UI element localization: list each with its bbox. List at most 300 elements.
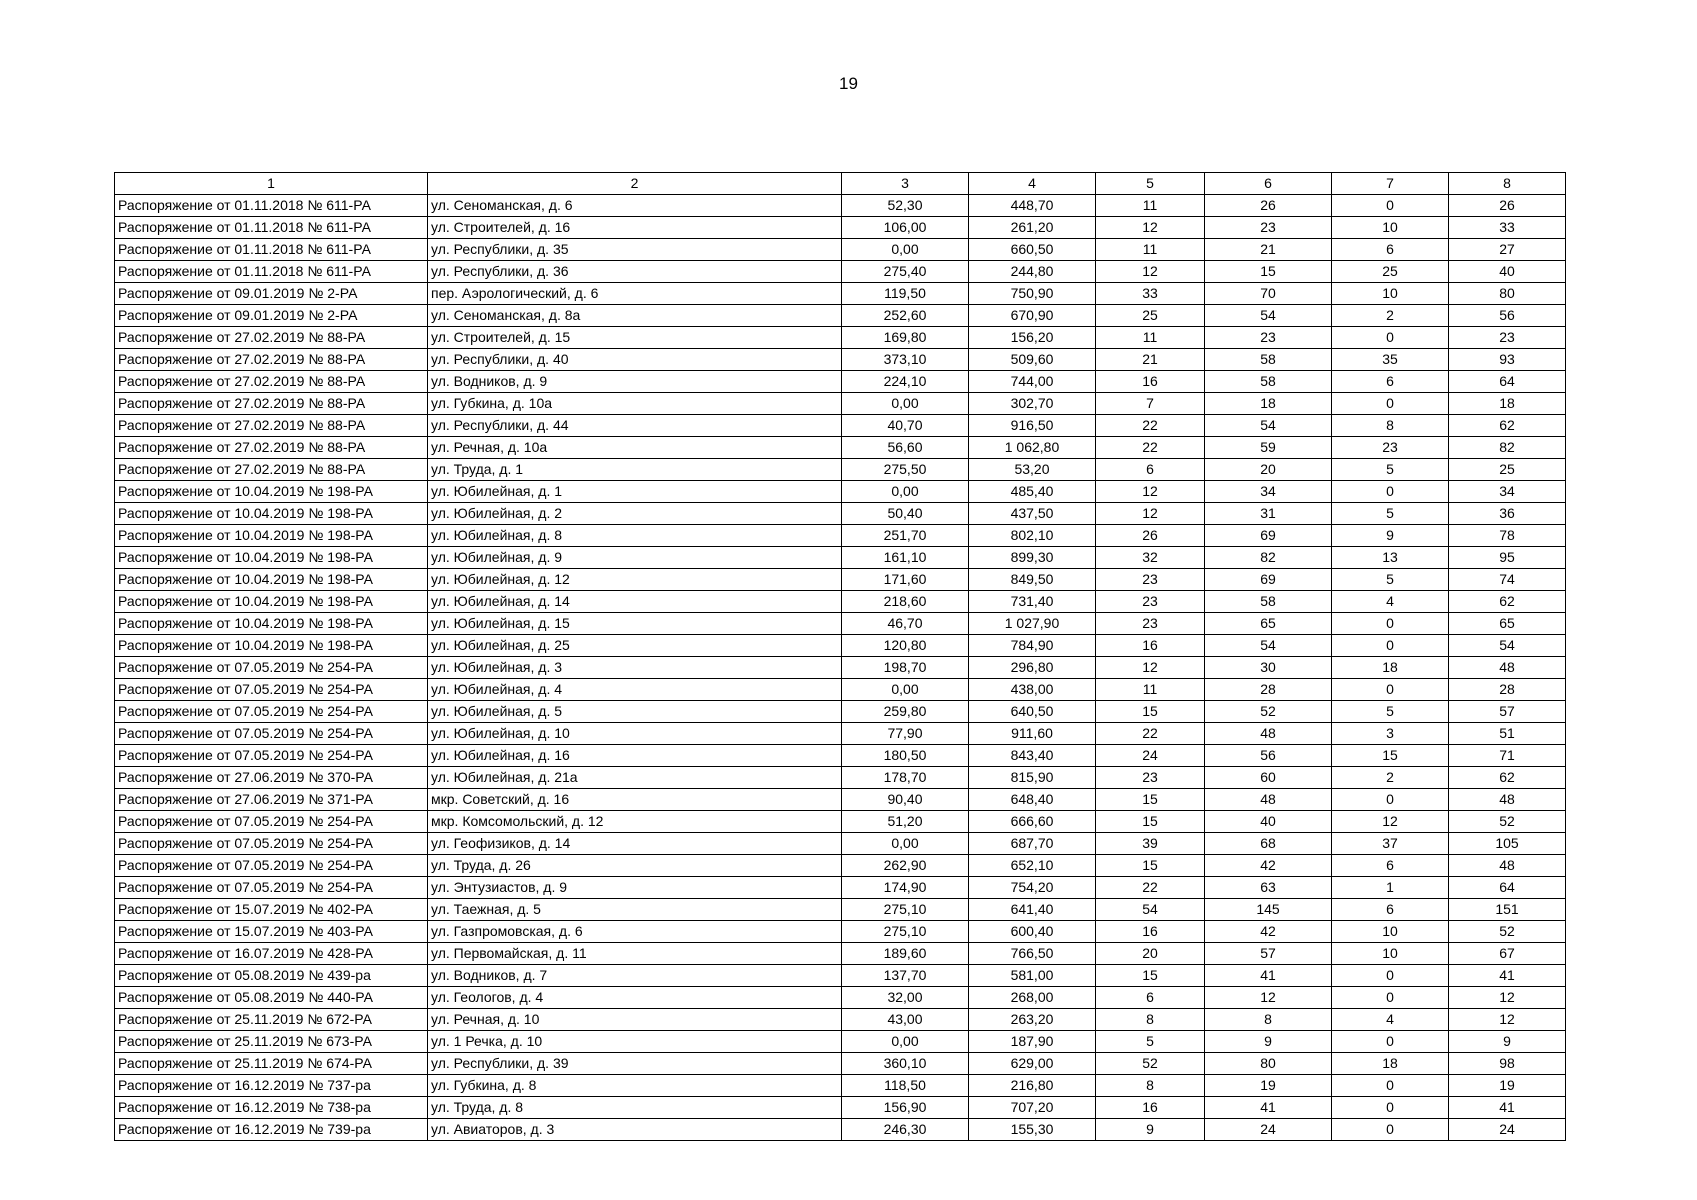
table-body xyxy=(115,195,1566,1141)
table-row xyxy=(115,261,1566,283)
value-cell-3: 32,00 xyxy=(842,987,969,1009)
document-cell: Распоряжение от 07.05.2019 № 254-РА xyxy=(115,679,428,701)
column-header: 5 xyxy=(1096,173,1205,195)
document-cell: Распоряжение от 09.01.2019 № 2-РА xyxy=(115,283,428,305)
value-cell-8: 48 xyxy=(1449,789,1566,811)
value-cell-5: 16 xyxy=(1096,371,1205,393)
value-cell-6: 21 xyxy=(1205,239,1332,261)
value-cell-5: 15 xyxy=(1096,855,1205,877)
value-cell-4: 437,50 xyxy=(969,503,1096,525)
value-cell-4: 802,10 xyxy=(969,525,1096,547)
value-cell-7: 9 xyxy=(1332,525,1449,547)
value-cell-3: 120,80 xyxy=(842,635,969,657)
value-cell-8: 78 xyxy=(1449,525,1566,547)
document-cell: Распоряжение от 27.06.2019 № 371-РА xyxy=(115,789,428,811)
value-cell-3: 46,70 xyxy=(842,613,969,635)
document-cell: Распоряжение от 07.05.2019 № 254-РА xyxy=(115,877,428,899)
address-cell: ул. Республики, д. 40 xyxy=(428,349,842,371)
value-cell-8: 18 xyxy=(1449,393,1566,415)
value-cell-3: 373,10 xyxy=(842,349,969,371)
address-cell: ул. Губкина, д. 8 xyxy=(428,1075,842,1097)
address-cell: ул. Речная, д. 10 xyxy=(428,1009,842,1031)
value-cell-6: 54 xyxy=(1205,305,1332,327)
document-cell: Распоряжение от 07.05.2019 № 254-РА xyxy=(115,701,428,723)
value-cell-7: 3 xyxy=(1332,723,1449,745)
value-cell-5: 15 xyxy=(1096,701,1205,723)
value-cell-6: 23 xyxy=(1205,327,1332,349)
document-cell: Распоряжение от 27.02.2019 № 88-РА xyxy=(115,393,428,415)
value-cell-3: 180,50 xyxy=(842,745,969,767)
value-cell-6: 20 xyxy=(1205,459,1332,481)
value-cell-3: 156,90 xyxy=(842,1097,969,1119)
value-cell-4: 581,00 xyxy=(969,965,1096,987)
value-cell-7: 8 xyxy=(1332,415,1449,437)
document-cell: Распоряжение от 01.11.2018 № 611-РА xyxy=(115,217,428,239)
document-cell: Распоряжение от 25.11.2019 № 674-РА xyxy=(115,1053,428,1075)
value-cell-4: 216,80 xyxy=(969,1075,1096,1097)
value-cell-7: 0 xyxy=(1332,195,1449,217)
value-cell-5: 22 xyxy=(1096,877,1205,899)
value-cell-5: 23 xyxy=(1096,613,1205,635)
value-cell-8: 41 xyxy=(1449,965,1566,987)
value-cell-3: 0,00 xyxy=(842,1031,969,1053)
value-cell-5: 52 xyxy=(1096,1053,1205,1075)
value-cell-5: 11 xyxy=(1096,239,1205,261)
value-cell-3: 246,30 xyxy=(842,1119,969,1141)
document-cell: Распоряжение от 07.05.2019 № 254-РА xyxy=(115,723,428,745)
value-cell-6: 145 xyxy=(1205,899,1332,921)
value-cell-5: 5 xyxy=(1096,1031,1205,1053)
value-cell-4: 660,50 xyxy=(969,239,1096,261)
header-row xyxy=(115,173,1566,195)
value-cell-5: 22 xyxy=(1096,437,1205,459)
value-cell-7: 0 xyxy=(1332,965,1449,987)
value-cell-5: 12 xyxy=(1096,657,1205,679)
value-cell-5: 12 xyxy=(1096,503,1205,525)
address-cell: ул. Газпромовская, д. 6 xyxy=(428,921,842,943)
table-row xyxy=(115,239,1566,261)
value-cell-4: 156,20 xyxy=(969,327,1096,349)
document-cell: Распоряжение от 09.01.2019 № 2-РА xyxy=(115,305,428,327)
value-cell-8: 105 xyxy=(1449,833,1566,855)
document-cell: Распоряжение от 27.02.2019 № 88-РА xyxy=(115,459,428,481)
value-cell-3: 161,10 xyxy=(842,547,969,569)
value-cell-3: 52,30 xyxy=(842,195,969,217)
document-cell: Распоряжение от 10.04.2019 № 198-РА xyxy=(115,635,428,657)
value-cell-4: 754,20 xyxy=(969,877,1096,899)
value-cell-8: 23 xyxy=(1449,327,1566,349)
document-cell: Распоряжение от 07.05.2019 № 254-РА xyxy=(115,745,428,767)
value-cell-3: 0,00 xyxy=(842,239,969,261)
value-cell-6: 28 xyxy=(1205,679,1332,701)
value-cell-3: 218,60 xyxy=(842,591,969,613)
value-cell-4: 750,90 xyxy=(969,283,1096,305)
value-cell-6: 54 xyxy=(1205,635,1332,657)
value-cell-5: 33 xyxy=(1096,283,1205,305)
value-cell-5: 39 xyxy=(1096,833,1205,855)
value-cell-4: 707,20 xyxy=(969,1097,1096,1119)
table-row xyxy=(115,547,1566,569)
value-cell-8: 95 xyxy=(1449,547,1566,569)
table-row xyxy=(115,283,1566,305)
value-cell-8: 98 xyxy=(1449,1053,1566,1075)
address-cell: ул. Юбилейная, д. 14 xyxy=(428,591,842,613)
value-cell-6: 26 xyxy=(1205,195,1332,217)
table-row xyxy=(115,459,1566,481)
value-cell-5: 12 xyxy=(1096,481,1205,503)
value-cell-6: 56 xyxy=(1205,745,1332,767)
address-cell: ул. Юбилейная, д. 12 xyxy=(428,569,842,591)
value-cell-8: 41 xyxy=(1449,1097,1566,1119)
value-cell-7: 6 xyxy=(1332,239,1449,261)
document-cell: Распоряжение от 16.07.2019 № 428-РА xyxy=(115,943,428,965)
value-cell-8: 33 xyxy=(1449,217,1566,239)
table-row xyxy=(115,657,1566,679)
value-cell-3: 169,80 xyxy=(842,327,969,349)
address-cell: ул. Энтузиастов, д. 9 xyxy=(428,877,842,899)
value-cell-6: 60 xyxy=(1205,767,1332,789)
value-cell-6: 69 xyxy=(1205,525,1332,547)
value-cell-8: 24 xyxy=(1449,1119,1566,1141)
table-row xyxy=(115,371,1566,393)
value-cell-8: 48 xyxy=(1449,657,1566,679)
value-cell-5: 11 xyxy=(1096,195,1205,217)
value-cell-6: 70 xyxy=(1205,283,1332,305)
document-cell: Распоряжение от 16.12.2019 № 739-ра xyxy=(115,1119,428,1141)
value-cell-4: 744,00 xyxy=(969,371,1096,393)
document-cell: Распоряжение от 07.05.2019 № 254-РА xyxy=(115,833,428,855)
value-cell-3: 251,70 xyxy=(842,525,969,547)
address-cell: ул. Республики, д. 39 xyxy=(428,1053,842,1075)
value-cell-4: 849,50 xyxy=(969,569,1096,591)
column-header: 4 xyxy=(969,173,1096,195)
table-row xyxy=(115,635,1566,657)
value-cell-4: 296,80 xyxy=(969,657,1096,679)
table-row xyxy=(115,1053,1566,1075)
value-cell-4: 766,50 xyxy=(969,943,1096,965)
address-cell: ул. Сеноманская, д. 8а xyxy=(428,305,842,327)
column-header: 7 xyxy=(1332,173,1449,195)
table-row xyxy=(115,899,1566,921)
value-cell-8: 64 xyxy=(1449,371,1566,393)
table-row xyxy=(115,965,1566,987)
value-cell-7: 0 xyxy=(1332,1031,1449,1053)
address-cell: ул. Юбилейная, д. 16 xyxy=(428,745,842,767)
address-cell: ул. Юбилейная, д. 5 xyxy=(428,701,842,723)
value-cell-3: 0,00 xyxy=(842,679,969,701)
value-cell-8: 28 xyxy=(1449,679,1566,701)
table-row xyxy=(115,525,1566,547)
document-cell: Распоряжение от 27.06.2019 № 370-РА xyxy=(115,767,428,789)
value-cell-7: 18 xyxy=(1332,1053,1449,1075)
value-cell-4: 641,40 xyxy=(969,899,1096,921)
value-cell-8: 52 xyxy=(1449,921,1566,943)
value-cell-3: 77,90 xyxy=(842,723,969,745)
value-cell-7: 18 xyxy=(1332,657,1449,679)
table-row xyxy=(115,745,1566,767)
value-cell-5: 22 xyxy=(1096,415,1205,437)
value-cell-8: 151 xyxy=(1449,899,1566,921)
value-cell-5: 6 xyxy=(1096,459,1205,481)
value-cell-4: 268,00 xyxy=(969,987,1096,1009)
value-cell-3: 275,10 xyxy=(842,921,969,943)
value-cell-5: 54 xyxy=(1096,899,1205,921)
value-cell-3: 137,70 xyxy=(842,965,969,987)
value-cell-3: 171,60 xyxy=(842,569,969,591)
value-cell-8: 64 xyxy=(1449,877,1566,899)
address-cell: ул. Республики, д. 44 xyxy=(428,415,842,437)
value-cell-3: 50,40 xyxy=(842,503,969,525)
table-row xyxy=(115,393,1566,415)
value-cell-8: 40 xyxy=(1449,261,1566,283)
value-cell-6: 24 xyxy=(1205,1119,1332,1141)
value-cell-6: 19 xyxy=(1205,1075,1332,1097)
value-cell-5: 24 xyxy=(1096,745,1205,767)
value-cell-5: 11 xyxy=(1096,327,1205,349)
table-row xyxy=(115,987,1566,1009)
table-row xyxy=(115,1119,1566,1141)
table-row xyxy=(115,1097,1566,1119)
value-cell-7: 13 xyxy=(1332,547,1449,569)
address-cell: ул. Водников, д. 7 xyxy=(428,965,842,987)
document-cell: Распоряжение от 10.04.2019 № 198-РА xyxy=(115,503,428,525)
value-cell-4: 648,40 xyxy=(969,789,1096,811)
value-cell-8: 54 xyxy=(1449,635,1566,657)
value-cell-5: 12 xyxy=(1096,217,1205,239)
value-cell-7: 0 xyxy=(1332,987,1449,1009)
document-cell: Распоряжение от 05.08.2019 № 440-РА xyxy=(115,987,428,1009)
value-cell-3: 259,80 xyxy=(842,701,969,723)
value-cell-5: 25 xyxy=(1096,305,1205,327)
value-cell-3: 118,50 xyxy=(842,1075,969,1097)
value-cell-7: 0 xyxy=(1332,327,1449,349)
table-row xyxy=(115,701,1566,723)
address-cell: ул. Юбилейная, д. 21а xyxy=(428,767,842,789)
table-row xyxy=(115,833,1566,855)
address-cell: ул. Сеноманская, д. 6 xyxy=(428,195,842,217)
value-cell-5: 16 xyxy=(1096,921,1205,943)
value-cell-5: 8 xyxy=(1096,1075,1205,1097)
value-cell-5: 8 xyxy=(1096,1009,1205,1031)
address-cell: ул. Юбилейная, д. 2 xyxy=(428,503,842,525)
table-row xyxy=(115,855,1566,877)
value-cell-4: 485,40 xyxy=(969,481,1096,503)
value-cell-4: 155,30 xyxy=(969,1119,1096,1141)
value-cell-4: 187,90 xyxy=(969,1031,1096,1053)
value-cell-7: 0 xyxy=(1332,481,1449,503)
value-cell-3: 189,60 xyxy=(842,943,969,965)
value-cell-8: 36 xyxy=(1449,503,1566,525)
value-cell-3: 275,10 xyxy=(842,899,969,921)
table-row xyxy=(115,921,1566,943)
table-row xyxy=(115,723,1566,745)
address-cell: ул. Строителей, д. 16 xyxy=(428,217,842,239)
value-cell-5: 23 xyxy=(1096,569,1205,591)
value-cell-5: 23 xyxy=(1096,767,1205,789)
page-number: 19 xyxy=(839,74,858,93)
value-cell-8: 19 xyxy=(1449,1075,1566,1097)
value-cell-5: 15 xyxy=(1096,811,1205,833)
document-cell: Распоряжение от 15.07.2019 № 403-РА xyxy=(115,921,428,943)
table-row xyxy=(115,877,1566,899)
value-cell-4: 448,70 xyxy=(969,195,1096,217)
value-cell-5: 32 xyxy=(1096,547,1205,569)
value-cell-6: 54 xyxy=(1205,415,1332,437)
resettlement-table xyxy=(114,172,1566,1141)
value-cell-6: 42 xyxy=(1205,921,1332,943)
value-cell-8: 34 xyxy=(1449,481,1566,503)
value-cell-8: 12 xyxy=(1449,1009,1566,1031)
table-row xyxy=(115,217,1566,239)
value-cell-6: 41 xyxy=(1205,965,1332,987)
value-cell-8: 62 xyxy=(1449,767,1566,789)
value-cell-3: 106,00 xyxy=(842,217,969,239)
value-cell-4: 652,10 xyxy=(969,855,1096,877)
value-cell-7: 0 xyxy=(1332,789,1449,811)
value-cell-7: 5 xyxy=(1332,503,1449,525)
value-cell-5: 11 xyxy=(1096,679,1205,701)
address-cell: ул. Юбилейная, д. 8 xyxy=(428,525,842,547)
value-cell-3: 43,00 xyxy=(842,1009,969,1031)
value-cell-8: 74 xyxy=(1449,569,1566,591)
value-cell-4: 687,70 xyxy=(969,833,1096,855)
value-cell-5: 16 xyxy=(1096,635,1205,657)
value-cell-3: 224,10 xyxy=(842,371,969,393)
value-cell-6: 69 xyxy=(1205,569,1332,591)
document-cell: Распоряжение от 27.02.2019 № 88-РА xyxy=(115,349,428,371)
value-cell-5: 6 xyxy=(1096,987,1205,1009)
value-cell-4: 670,90 xyxy=(969,305,1096,327)
value-cell-6: 31 xyxy=(1205,503,1332,525)
document-cell: Распоряжение от 10.04.2019 № 198-РА xyxy=(115,613,428,635)
value-cell-6: 68 xyxy=(1205,833,1332,855)
table-row xyxy=(115,195,1566,217)
value-cell-5: 15 xyxy=(1096,789,1205,811)
address-cell: ул. Юбилейная, д. 10 xyxy=(428,723,842,745)
value-cell-4: 438,00 xyxy=(969,679,1096,701)
value-cell-3: 0,00 xyxy=(842,481,969,503)
address-cell: ул. Первомайская, д. 11 xyxy=(428,943,842,965)
value-cell-6: 48 xyxy=(1205,789,1332,811)
value-cell-6: 57 xyxy=(1205,943,1332,965)
column-header: 6 xyxy=(1205,173,1332,195)
value-cell-7: 10 xyxy=(1332,921,1449,943)
value-cell-8: 48 xyxy=(1449,855,1566,877)
table-row xyxy=(115,569,1566,591)
value-cell-4: 261,20 xyxy=(969,217,1096,239)
column-header: 3 xyxy=(842,173,969,195)
value-cell-8: 62 xyxy=(1449,415,1566,437)
value-cell-6: 82 xyxy=(1205,547,1332,569)
table-header xyxy=(115,173,1566,195)
value-cell-5: 26 xyxy=(1096,525,1205,547)
value-cell-7: 10 xyxy=(1332,217,1449,239)
value-cell-7: 4 xyxy=(1332,1009,1449,1031)
address-cell: ул. Речная, д. 10а xyxy=(428,437,842,459)
value-cell-6: 65 xyxy=(1205,613,1332,635)
value-cell-4: 629,00 xyxy=(969,1053,1096,1075)
value-cell-7: 10 xyxy=(1332,943,1449,965)
value-cell-8: 57 xyxy=(1449,701,1566,723)
value-cell-7: 5 xyxy=(1332,569,1449,591)
value-cell-7: 37 xyxy=(1332,833,1449,855)
value-cell-3: 262,90 xyxy=(842,855,969,877)
value-cell-4: 640,50 xyxy=(969,701,1096,723)
value-cell-7: 5 xyxy=(1332,701,1449,723)
value-cell-6: 18 xyxy=(1205,393,1332,415)
document-cell: Распоряжение от 16.12.2019 № 738-ра xyxy=(115,1097,428,1119)
document-cell: Распоряжение от 27.02.2019 № 88-РА xyxy=(115,437,428,459)
table-row xyxy=(115,1075,1566,1097)
value-cell-6: 8 xyxy=(1205,1009,1332,1031)
value-cell-6: 58 xyxy=(1205,591,1332,613)
value-cell-7: 0 xyxy=(1332,1097,1449,1119)
value-cell-3: 252,60 xyxy=(842,305,969,327)
value-cell-6: 80 xyxy=(1205,1053,1332,1075)
value-cell-6: 15 xyxy=(1205,261,1332,283)
value-cell-6: 9 xyxy=(1205,1031,1332,1053)
value-cell-4: 1 062,80 xyxy=(969,437,1096,459)
document-cell: Распоряжение от 10.04.2019 № 198-РА xyxy=(115,481,428,503)
value-cell-6: 52 xyxy=(1205,701,1332,723)
value-cell-8: 62 xyxy=(1449,591,1566,613)
value-cell-7: 10 xyxy=(1332,283,1449,305)
value-cell-8: 67 xyxy=(1449,943,1566,965)
address-cell: ул. Губкина, д. 10а xyxy=(428,393,842,415)
value-cell-3: 178,70 xyxy=(842,767,969,789)
address-cell: ул. Труда, д. 1 xyxy=(428,459,842,481)
value-cell-8: 80 xyxy=(1449,283,1566,305)
value-cell-3: 40,70 xyxy=(842,415,969,437)
value-cell-7: 6 xyxy=(1332,371,1449,393)
value-cell-4: 263,20 xyxy=(969,1009,1096,1031)
document-cell: Распоряжение от 10.04.2019 № 198-РА xyxy=(115,569,428,591)
table-row xyxy=(115,415,1566,437)
address-cell: ул. Юбилейная, д. 9 xyxy=(428,547,842,569)
value-cell-4: 784,90 xyxy=(969,635,1096,657)
table-row xyxy=(115,503,1566,525)
document-cell: Распоряжение от 27.02.2019 № 88-РА xyxy=(115,371,428,393)
value-cell-6: 58 xyxy=(1205,349,1332,371)
value-cell-4: 1 027,90 xyxy=(969,613,1096,635)
value-cell-6: 34 xyxy=(1205,481,1332,503)
document-cell: Распоряжение от 07.05.2019 № 254-РА xyxy=(115,855,428,877)
value-cell-3: 0,00 xyxy=(842,833,969,855)
value-cell-8: 27 xyxy=(1449,239,1566,261)
value-cell-8: 93 xyxy=(1449,349,1566,371)
value-cell-3: 198,70 xyxy=(842,657,969,679)
table-row xyxy=(115,591,1566,613)
document-cell: Распоряжение от 07.05.2019 № 254-РА xyxy=(115,657,428,679)
document-cell: Распоряжение от 16.12.2019 № 737-ра xyxy=(115,1075,428,1097)
table-row xyxy=(115,811,1566,833)
value-cell-3: 56,60 xyxy=(842,437,969,459)
value-cell-7: 4 xyxy=(1332,591,1449,613)
value-cell-3: 119,50 xyxy=(842,283,969,305)
value-cell-7: 0 xyxy=(1332,635,1449,657)
value-cell-8: 51 xyxy=(1449,723,1566,745)
value-cell-3: 275,40 xyxy=(842,261,969,283)
value-cell-5: 9 xyxy=(1096,1119,1205,1141)
value-cell-4: 911,60 xyxy=(969,723,1096,745)
value-cell-6: 30 xyxy=(1205,657,1332,679)
document-cell: Распоряжение от 01.11.2018 № 611-РА xyxy=(115,261,428,283)
value-cell-3: 90,40 xyxy=(842,789,969,811)
value-cell-7: 1 xyxy=(1332,877,1449,899)
document-cell: Распоряжение от 15.07.2019 № 402-РА xyxy=(115,899,428,921)
value-cell-5: 21 xyxy=(1096,349,1205,371)
address-cell: ул. Юбилейная, д. 3 xyxy=(428,657,842,679)
